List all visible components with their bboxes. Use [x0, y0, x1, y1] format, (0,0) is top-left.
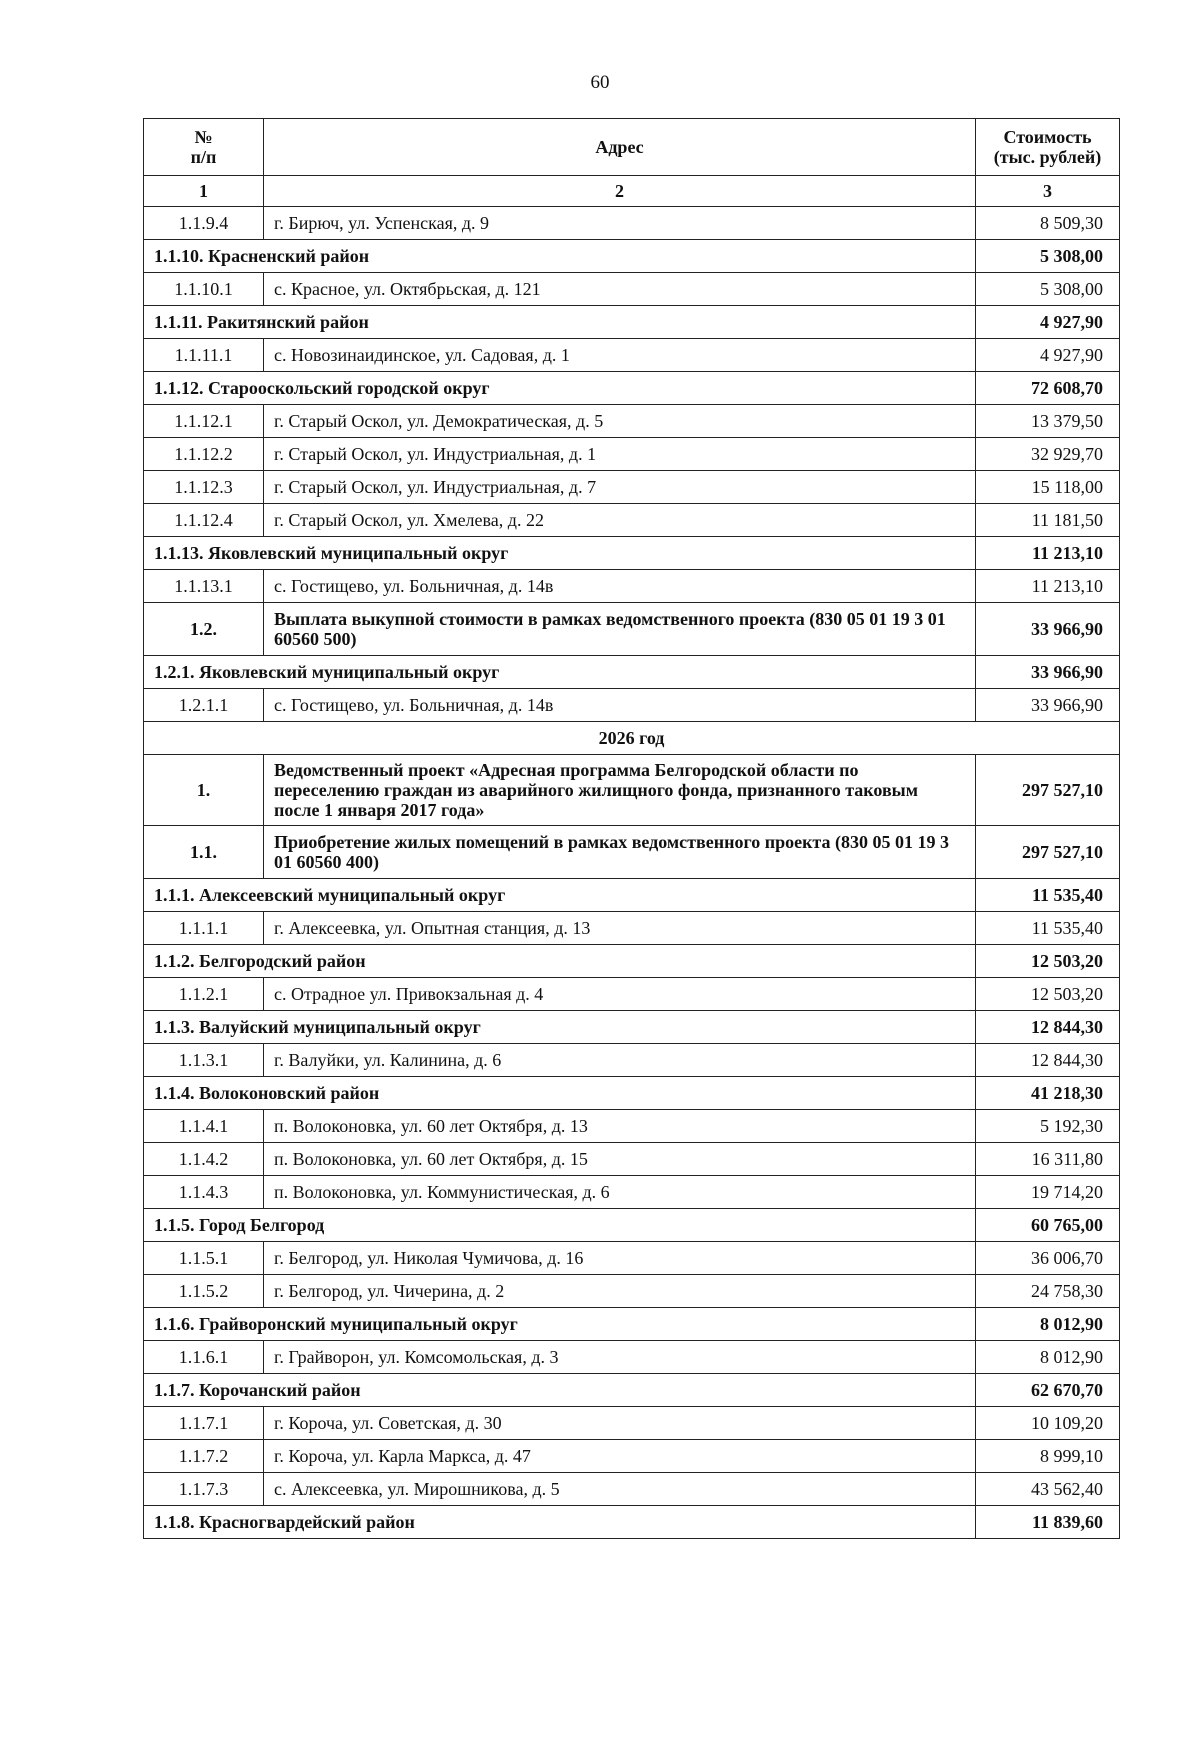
group-cost: 12 503,20 [976, 945, 1120, 978]
row-number: 1.1.13.1 [144, 570, 264, 603]
table-row [144, 1440, 1120, 1473]
row-address: г. Белгород, ул. Чичерина, д. 2 [264, 1275, 976, 1308]
row-number: 1.1.7.1 [144, 1407, 264, 1440]
row-cost: 10 109,20 [976, 1407, 1120, 1440]
table-row [144, 1473, 1120, 1506]
row-address: п. Волоконовка, ул. Коммунистическая, д. 6 [264, 1176, 976, 1209]
section-title: Ведомственный проект «Адресная программа Белгородской области по переселению граждан из аварийного жилищного фонда, признанного таковым после 1 января 2017 года» [264, 755, 976, 826]
row-number: 1.1.9.4 [144, 207, 264, 240]
group-row [144, 1077, 1120, 1110]
table-row [144, 339, 1120, 372]
row-cost: 11 181,50 [976, 504, 1120, 537]
group-cost: 11 213,10 [976, 537, 1120, 570]
row-number: 1.1.7.3 [144, 1473, 264, 1506]
row-number: 1.1.12.2 [144, 438, 264, 471]
group-row [144, 306, 1120, 339]
row-address: г. Валуйки, ул. Калинина, д. 6 [264, 1044, 976, 1077]
section-cost: 297 527,10 [976, 826, 1120, 879]
row-number: 1.1.12.1 [144, 405, 264, 438]
row-address: г. Бирюч, ул. Успенская, д. 9 [264, 207, 976, 240]
table-row [144, 570, 1120, 603]
table-row [144, 504, 1120, 537]
group-title: 1.1.13. Яковлевский муниципальный округ [144, 537, 976, 570]
group-row [144, 537, 1120, 570]
table-row [144, 689, 1120, 722]
group-cost: 60 765,00 [976, 1209, 1120, 1242]
row-address: г. Грайворон, ул. Комсомольская, д. 3 [264, 1341, 976, 1374]
table-row [144, 1242, 1120, 1275]
row-number: 1.1.1.1 [144, 912, 264, 945]
row-cost: 11 535,40 [976, 912, 1120, 945]
group-title: 1.1.11. Ракитянский район [144, 306, 976, 339]
group-row [144, 945, 1120, 978]
row-address: с. Новозинаидинское, ул. Садовая, д. 1 [264, 339, 976, 372]
row-cost: 5 192,30 [976, 1110, 1120, 1143]
group-cost: 5 308,00 [976, 240, 1120, 273]
section-title: Приобретение жилых помещений в рамках ведомственного проекта (830 05 01 19 3 01 60560 400) [264, 826, 976, 879]
group-row [144, 1374, 1120, 1407]
table-body [144, 119, 1120, 1539]
group-cost: 33 966,90 [976, 656, 1120, 689]
group-row [144, 240, 1120, 273]
row-number: 1.1.7.2 [144, 1440, 264, 1473]
group-title: 1.1.3. Валуйский муниципальный округ [144, 1011, 976, 1044]
row-number: 1.1.12.4 [144, 504, 264, 537]
section-number: 1. [144, 755, 264, 826]
table-row [144, 1110, 1120, 1143]
group-cost: 12 844,30 [976, 1011, 1120, 1044]
row-address: г. Белгород, ул. Николая Чумичова, д. 16 [264, 1242, 976, 1275]
group-title: 1.1.10. Красненский район [144, 240, 976, 273]
header-address: Адрес [264, 119, 976, 176]
group-title: 1.1.1. Алексеевский муниципальный округ [144, 879, 976, 912]
group-cost: 62 670,70 [976, 1374, 1120, 1407]
row-cost: 8 509,30 [976, 207, 1120, 240]
row-address: г. Старый Оскол, ул. Индустриальная, д. 1 [264, 438, 976, 471]
row-cost: 32 929,70 [976, 438, 1120, 471]
group-row [144, 1308, 1120, 1341]
row-cost: 15 118,00 [976, 471, 1120, 504]
row-cost: 16 311,80 [976, 1143, 1120, 1176]
row-number: 1.2.1.1 [144, 689, 264, 722]
row-address: п. Волоконовка, ул. 60 лет Октября, д. 15 [264, 1143, 976, 1176]
header-cost: Стоимость (тыс. рублей) [976, 119, 1120, 176]
row-number: 1.1.4.1 [144, 1110, 264, 1143]
group-title: 1.1.5. Город Белгород [144, 1209, 976, 1242]
table-row [144, 1407, 1120, 1440]
row-address: с. Отрадное ул. Привокзальная д. 4 [264, 978, 976, 1011]
group-cost: 11 535,40 [976, 879, 1120, 912]
row-cost: 33 966,90 [976, 689, 1120, 722]
year-row [144, 722, 1120, 755]
group-cost: 8 012,90 [976, 1308, 1120, 1341]
table-row [144, 912, 1120, 945]
row-number: 1.1.2.1 [144, 978, 264, 1011]
row-cost: 12 844,30 [976, 1044, 1120, 1077]
row-address: г. Алексеевка, ул. Опытная станция, д. 13 [264, 912, 976, 945]
row-address: г. Короча, ул. Карла Маркса, д. 47 [264, 1440, 976, 1473]
section-number: 1.1. [144, 826, 264, 879]
row-address: г. Старый Оскол, ул. Демократическая, д. 5 [264, 405, 976, 438]
row-number: 1.1.3.1 [144, 1044, 264, 1077]
group-row [144, 1506, 1120, 1539]
table-row [144, 207, 1120, 240]
row-number: 1.1.10.1 [144, 273, 264, 306]
group-cost: 11 839,60 [976, 1506, 1120, 1539]
row-cost: 12 503,20 [976, 978, 1120, 1011]
row-number: 1.1.4.2 [144, 1143, 264, 1176]
table-row [144, 1044, 1120, 1077]
row-address: с. Гостищево, ул. Больничная, д. 14в [264, 689, 976, 722]
section-cost: 297 527,10 [976, 755, 1120, 826]
row-address: с. Красное, ул. Октябрьская, д. 121 [264, 273, 976, 306]
group-title: 1.1.12. Старооскольский городской округ [144, 372, 976, 405]
group-title: 1.1.8. Красногвардейский район [144, 1506, 976, 1539]
column-index-3: 3 [976, 176, 1120, 207]
header-number: № п/п [144, 119, 264, 176]
row-cost: 13 379,50 [976, 405, 1120, 438]
row-number: 1.1.12.3 [144, 471, 264, 504]
section-cost: 33 966,90 [976, 603, 1120, 656]
row-number: 1.1.5.2 [144, 1275, 264, 1308]
row-address: г. Старый Оскол, ул. Индустриальная, д. 7 [264, 471, 976, 504]
group-title: 1.1.6. Грайворонский муниципальный округ [144, 1308, 976, 1341]
group-row [144, 1209, 1120, 1242]
table-row [144, 438, 1120, 471]
section-title: Выплата выкупной стоимости в рамках ведомственного проекта (830 05 01 19 3 01 60560 500) [264, 603, 976, 656]
row-address: г. Старый Оскол, ул. Хмелева, д. 22 [264, 504, 976, 537]
row-address: п. Волоконовка, ул. 60 лет Октября, д. 13 [264, 1110, 976, 1143]
year-label: 2026 год [144, 722, 1120, 755]
row-cost: 5 308,00 [976, 273, 1120, 306]
section-row [144, 603, 1120, 656]
table-row [144, 1275, 1120, 1308]
group-row [144, 879, 1120, 912]
section-number: 1.2. [144, 603, 264, 656]
column-index-row [144, 176, 1120, 207]
section-row [144, 826, 1120, 879]
table-row [144, 405, 1120, 438]
group-row [144, 656, 1120, 689]
row-cost: 8 012,90 [976, 1341, 1120, 1374]
group-title: 1.2.1. Яковлевский муниципальный округ [144, 656, 976, 689]
row-cost: 11 213,10 [976, 570, 1120, 603]
row-cost: 19 714,20 [976, 1176, 1120, 1209]
column-index-1: 1 [144, 176, 264, 207]
row-number: 1.1.4.3 [144, 1176, 264, 1209]
group-title: 1.1.7. Корочанский район [144, 1374, 976, 1407]
row-cost: 24 758,30 [976, 1275, 1120, 1308]
row-cost: 4 927,90 [976, 339, 1120, 372]
row-cost: 43 562,40 [976, 1473, 1120, 1506]
group-cost: 4 927,90 [976, 306, 1120, 339]
group-row [144, 372, 1120, 405]
group-title: 1.1.4. Волоконовский район [144, 1077, 976, 1110]
group-title: 1.1.2. Белгородский район [144, 945, 976, 978]
table-row [144, 471, 1120, 504]
row-cost: 8 999,10 [976, 1440, 1120, 1473]
row-address: с. Алексеевка, ул. Мирошникова, д. 5 [264, 1473, 976, 1506]
table-header-row [144, 119, 1120, 176]
row-address: г. Короча, ул. Советская, д. 30 [264, 1407, 976, 1440]
group-cost: 41 218,30 [976, 1077, 1120, 1110]
page-number: 60 [590, 72, 610, 93]
column-index-2: 2 [264, 176, 976, 207]
section-row [144, 755, 1120, 826]
row-number: 1.1.6.1 [144, 1341, 264, 1374]
row-number: 1.1.5.1 [144, 1242, 264, 1275]
table-row [144, 273, 1120, 306]
group-cost: 72 608,70 [976, 372, 1120, 405]
table-row [144, 978, 1120, 1011]
table-row [144, 1341, 1120, 1374]
row-cost: 36 006,70 [976, 1242, 1120, 1275]
group-row [144, 1011, 1120, 1044]
row-number: 1.1.11.1 [144, 339, 264, 372]
table-row [144, 1143, 1120, 1176]
table-row [144, 1176, 1120, 1209]
row-address: с. Гостищево, ул. Больничная, д. 14в [264, 570, 976, 603]
address-cost-table [143, 118, 1120, 1539]
